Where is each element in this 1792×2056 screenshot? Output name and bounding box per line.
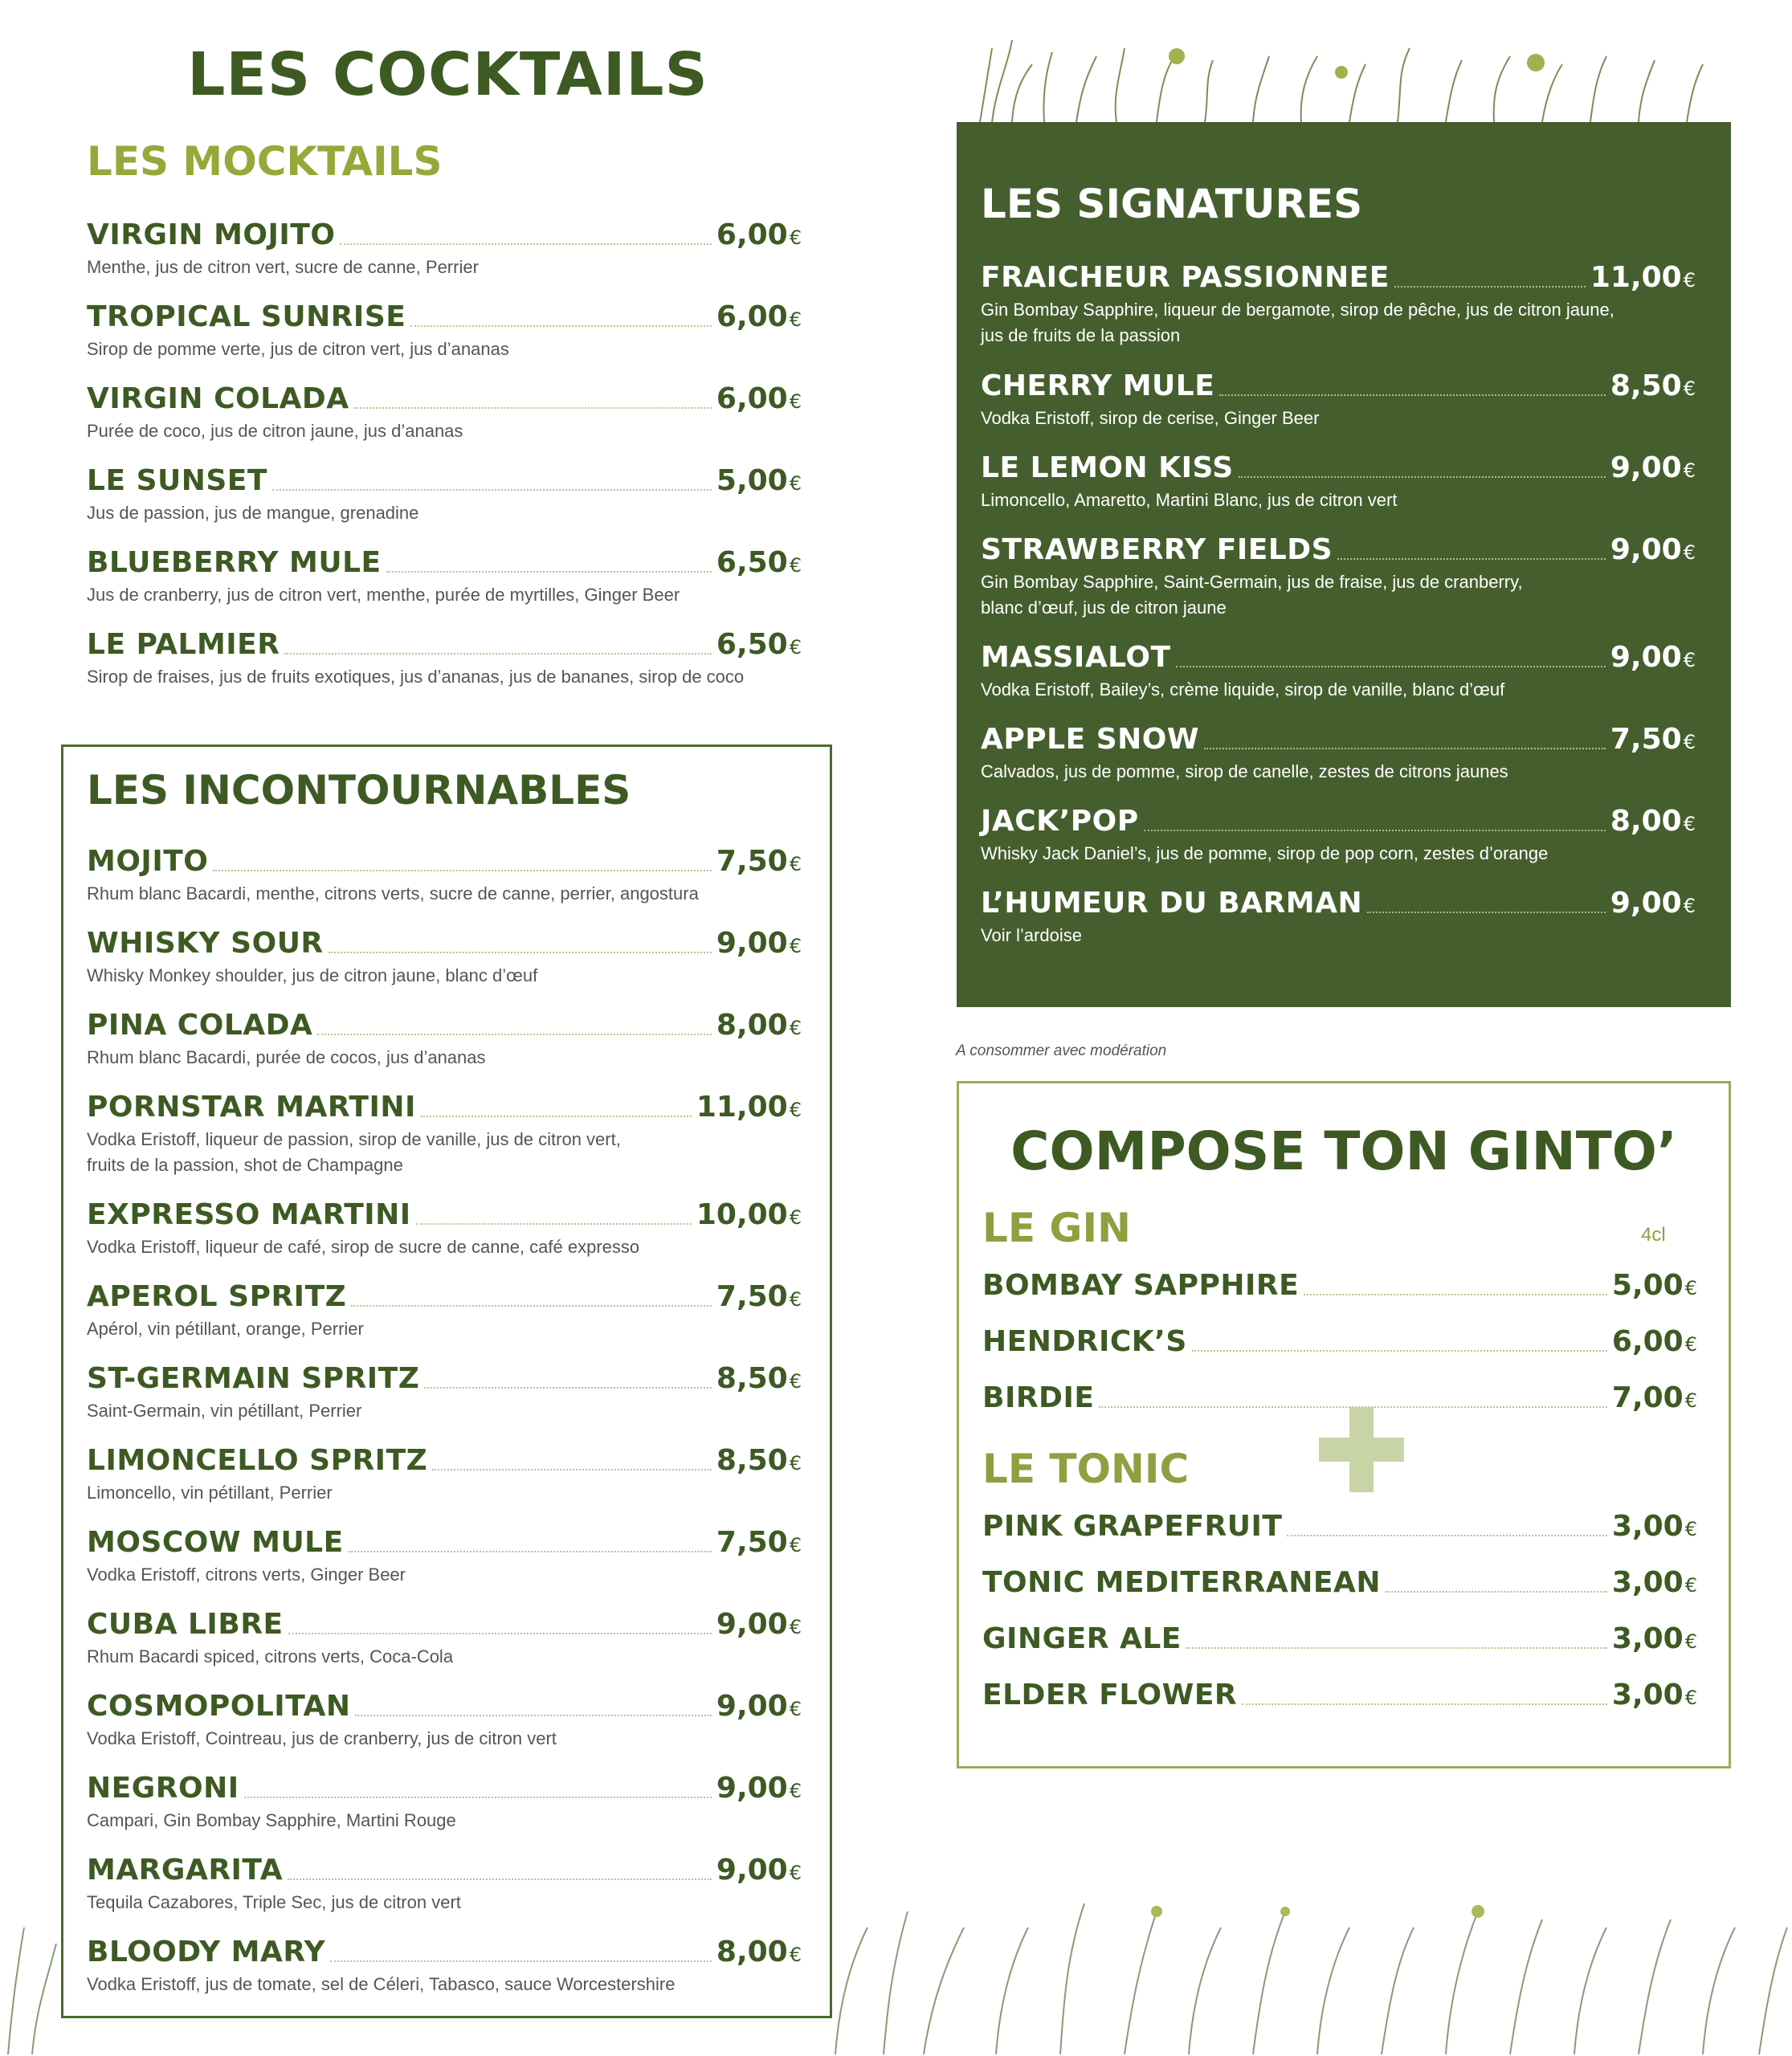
leader-dots <box>1144 830 1606 831</box>
menu-item <box>87 1009 802 1071</box>
item-name: MOSCOW MULE <box>87 1526 344 1559</box>
item-name: STRAWBERRY FIELDS <box>981 533 1333 566</box>
item-description: Vodka Eristoff, liqueur de café, sirop de sucre de canne, café expresso <box>87 1237 640 1257</box>
item-name: LIMONCELLO SPRITZ <box>87 1444 428 1477</box>
leader-dots <box>1287 1535 1606 1536</box>
menu-item <box>87 464 802 526</box>
menu-item <box>981 723 1696 785</box>
menu-item <box>87 1362 802 1424</box>
menu-item <box>87 218 802 280</box>
mocktails-title: LES MOCKTAILS <box>87 138 443 185</box>
item-description-line2: blanc d’œuf, jus de citron jaune <box>981 598 1227 618</box>
tonic-title: LE TONIC <box>982 1446 1190 1492</box>
tonic-item <box>982 1679 1697 1711</box>
leader-dots <box>421 1116 692 1117</box>
leader-dots <box>1242 1703 1607 1705</box>
item-name: HENDRICK’S <box>982 1325 1187 1358</box>
menu-item <box>87 1936 802 1997</box>
menu-item <box>87 1280 802 1342</box>
item-name: JACK’POP <box>981 805 1139 838</box>
menu-title: LES COCKTAILS <box>187 40 708 109</box>
menu-item <box>87 1526 802 1588</box>
item-price: 8,00€ <box>716 1009 802 1042</box>
menu-item <box>981 369 1696 431</box>
item-description: Vodka Eristoff, jus de tomate, sel de Céleri, Tabasco, sauce Worcestershire <box>87 1974 676 1994</box>
item-name: BOMBAY SAPPHIRE <box>982 1269 1300 1302</box>
item-price: 9,00€ <box>1610 887 1696 920</box>
item-description: Whisky Monkey shoulder, jus de citron jaune, blanc d’œuf <box>87 965 538 985</box>
item-price: 7,50€ <box>716 1526 802 1559</box>
item-description: Sirop de fraises, jus de fruits exotiques, jus d’ananas, jus de bananes, sirop de coco <box>87 667 745 687</box>
item-description-line2: fruits de la passion, shot de Champagne <box>87 1155 403 1175</box>
item-price: 9,00€ <box>716 1772 802 1805</box>
item-description: Rhum blanc Bacardi, purée de cocos, jus d’ananas <box>87 1047 486 1067</box>
leader-dots <box>424 1387 712 1389</box>
menu-item <box>981 887 1696 948</box>
item-price: 9,00€ <box>1610 641 1696 674</box>
item-name: VIRGIN COLADA <box>87 382 349 415</box>
menu-item <box>87 628 802 690</box>
item-description: Tequila Cazabores, Triple Sec, jus de citron vert <box>87 1892 461 1912</box>
item-price: 3,00€ <box>1611 1566 1697 1599</box>
item-name: MARGARITA <box>87 1854 284 1887</box>
item-name: APPLE SNOW <box>981 723 1200 756</box>
item-price: 3,00€ <box>1611 1510 1697 1543</box>
item-name: PORNSTAR MARTINI <box>87 1091 416 1124</box>
item-price: 9,00€ <box>716 1608 802 1641</box>
item-name: MOJITO <box>87 845 209 878</box>
leader-dots <box>329 952 712 953</box>
leader-dots <box>1204 748 1606 749</box>
item-description: Calvados, jus de pomme, sirop de canelle, zestes de citrons jaunes <box>981 761 1508 781</box>
incontournables-title: LES INCONTOURNABLES <box>87 767 631 814</box>
tonic-item <box>982 1622 1697 1655</box>
leader-dots <box>340 243 711 245</box>
item-price: 7,50€ <box>716 1280 802 1313</box>
leader-dots <box>1239 476 1606 478</box>
item-description: Menthe, jus de citron vert, sucre de canne, Perrier <box>87 257 479 277</box>
menu-item <box>981 533 1696 621</box>
item-description: Limoncello, Amaretto, Martini Blanc, jus de citron vert <box>981 490 1398 510</box>
menu-item <box>87 382 802 444</box>
menu-item <box>981 451 1696 513</box>
menu-item <box>87 1608 802 1670</box>
item-description: Campari, Gin Bombay Sapphire, Martini Rouge <box>87 1810 456 1830</box>
menu-item <box>981 641 1696 703</box>
item-price: 6,50€ <box>716 546 802 579</box>
item-price: 9,00€ <box>1610 533 1696 566</box>
item-name: PINA COLADA <box>87 1009 313 1042</box>
item-name: LE SUNSET <box>87 464 267 497</box>
leader-dots <box>432 1469 712 1471</box>
leader-dots <box>386 571 712 573</box>
item-description-line2: jus de fruits de la passion <box>981 325 1181 345</box>
leader-dots <box>349 1551 712 1552</box>
leader-dots <box>288 1633 712 1634</box>
item-price: 11,00€ <box>696 1091 802 1124</box>
leader-dots <box>1304 1294 1607 1295</box>
item-name: LE LEMON KISS <box>981 451 1234 484</box>
item-name: TONIC MEDITERRANEAN <box>982 1566 1381 1599</box>
tonic-item <box>982 1510 1697 1543</box>
item-price: 8,50€ <box>716 1444 802 1477</box>
item-price: 9,00€ <box>1610 451 1696 484</box>
item-price: 6,00€ <box>1611 1325 1697 1358</box>
leader-dots <box>272 489 712 491</box>
item-price: 11,00€ <box>1590 261 1696 294</box>
item-description: Limoncello, vin pétillant, Perrier <box>87 1483 333 1503</box>
menu-item <box>87 546 802 608</box>
item-description: Gin Bombay Sapphire, liqueur de bergamote, sirop de pêche, jus de citron jaune, <box>981 300 1614 320</box>
plus-icon <box>1319 1407 1404 1492</box>
item-description: Vodka Eristoff, Cointreau, jus de cranberry, jus de citron vert <box>87 1728 557 1748</box>
item-name: CHERRY MULE <box>981 369 1215 402</box>
menu-item <box>981 805 1696 867</box>
item-name: NEGRONI <box>87 1772 239 1805</box>
item-price: 6,00€ <box>716 382 802 415</box>
item-name: PINK GRAPEFRUIT <box>982 1510 1283 1543</box>
item-name: MASSIALOT <box>981 641 1171 674</box>
item-description: Jus de passion, jus de mangue, grenadine <box>87 503 419 523</box>
item-name: APEROL SPRITZ <box>87 1280 347 1313</box>
item-name: FRAICHEUR PASSIONNEE <box>981 261 1390 294</box>
item-description: Rhum blanc Bacardi, menthe, citrons verts, sucre de canne, perrier, angostura <box>87 883 699 904</box>
leader-dots <box>1192 1350 1607 1352</box>
menu-item <box>87 1198 802 1260</box>
item-name: BIRDIE <box>982 1381 1095 1414</box>
leader-dots <box>1337 558 1606 560</box>
item-price: 7,00€ <box>1611 1381 1697 1414</box>
item-name: TROPICAL SUNRISE <box>87 300 406 333</box>
item-description: Rhum Bacardi spiced, citrons verts, Coca-Cola <box>87 1646 454 1666</box>
leader-dots <box>1186 1647 1607 1649</box>
leader-dots <box>351 1305 712 1307</box>
item-description: Vodka Eristoff, Bailey’s, crème liquide, sirop de vanille, blanc d’œuf <box>981 679 1505 700</box>
leader-dots <box>244 1797 712 1798</box>
item-name: ST-GERMAIN SPRITZ <box>87 1362 420 1395</box>
moderation-note: A consommer avec modération <box>956 1042 1167 1059</box>
leader-dots <box>284 653 711 655</box>
item-description: Vodka Eristoff, liqueur de passion, sirop de vanille, jus de citron vert, <box>87 1129 621 1149</box>
item-description: Apérol, vin pétillant, orange, Perrier <box>87 1319 364 1339</box>
leader-dots <box>1394 286 1586 288</box>
item-description: Whisky Jack Daniel’s, jus de pomme, sirop de pop corn, zestes d’orange <box>981 843 1549 863</box>
leader-dots <box>1176 666 1606 667</box>
item-name: LE PALMIER <box>87 628 280 661</box>
item-description: Vodka Eristoff, citrons verts, Ginger Beer <box>87 1564 406 1585</box>
item-price: 3,00€ <box>1611 1679 1697 1711</box>
item-price: 6,50€ <box>716 628 802 661</box>
item-name: BLOODY MARY <box>87 1936 326 1968</box>
item-price: 6,00€ <box>716 218 802 251</box>
item-description: Sirop de pomme verte, jus de citron vert, jus d’ananas <box>87 339 509 359</box>
item-name: WHISKY SOUR <box>87 927 324 960</box>
item-name: EXPRESSO MARTINI <box>87 1198 411 1231</box>
menu-item <box>87 1690 802 1752</box>
leader-dots <box>416 1223 692 1225</box>
menu-item <box>981 261 1696 349</box>
leader-dots <box>288 1879 712 1880</box>
menu-item <box>87 927 802 989</box>
gin-title: LE GIN <box>982 1205 1131 1251</box>
item-price: 8,00€ <box>1610 805 1696 838</box>
menu-item <box>87 300 802 362</box>
item-description: Saint-Germain, vin pétillant, Perrier <box>87 1401 362 1421</box>
item-description: Vodka Eristoff, sirop de cerise, Ginger Beer <box>981 408 1320 428</box>
item-name: GINGER ALE <box>982 1622 1182 1655</box>
leader-dots <box>1386 1591 1607 1593</box>
leader-dots <box>355 1715 711 1716</box>
item-description: Gin Bombay Sapphire, Saint-Germain, jus de fraise, jus de cranberry, <box>981 572 1523 592</box>
item-description: Purée de coco, jus de citron jaune, jus d’ananas <box>87 421 463 441</box>
item-price: 8,50€ <box>716 1362 802 1395</box>
gin-item <box>982 1269 1697 1302</box>
menu-item <box>87 845 802 907</box>
item-price: 9,00€ <box>716 1854 802 1887</box>
item-price: 5,00€ <box>716 464 802 497</box>
menu-item <box>87 1772 802 1834</box>
item-description: Voir l’ardoise <box>981 925 1082 945</box>
item-price: 7,50€ <box>1610 723 1696 756</box>
leader-dots <box>410 325 712 327</box>
signatures-title: LES SIGNATURES <box>981 181 1363 227</box>
item-price: 3,00€ <box>1611 1622 1697 1655</box>
menu-item <box>87 1444 802 1506</box>
leader-dots <box>330 1960 712 1962</box>
menu-item <box>87 1854 802 1915</box>
item-name: CUBA LIBRE <box>87 1608 284 1641</box>
item-price: 9,00€ <box>716 1690 802 1723</box>
leader-dots <box>1219 394 1606 396</box>
item-name: ELDER FLOWER <box>982 1679 1238 1711</box>
top-plants-illustration <box>964 32 1719 124</box>
gin-unit: 4cl <box>1641 1224 1666 1246</box>
item-description: Jus de cranberry, jus de citron vert, menthe, purée de myrtilles, Ginger Beer <box>87 585 680 605</box>
item-price: 10,00€ <box>696 1198 802 1231</box>
leader-dots <box>354 407 712 409</box>
item-price: 8,50€ <box>1610 369 1696 402</box>
item-price: 6,00€ <box>716 300 802 333</box>
item-price: 5,00€ <box>1611 1269 1697 1302</box>
gin-item <box>982 1325 1697 1358</box>
leader-dots <box>1367 912 1606 913</box>
item-name: COSMOPOLITAN <box>87 1690 351 1723</box>
item-price: 7,50€ <box>716 845 802 878</box>
ginto-title: COMPOSE TON GINTO’ <box>1010 1120 1677 1182</box>
leader-dots <box>317 1034 712 1035</box>
item-name: L’HUMEUR DU BARMAN <box>981 887 1363 920</box>
item-price: 9,00€ <box>716 927 802 960</box>
menu-item <box>87 1091 802 1178</box>
item-price: 8,00€ <box>716 1936 802 1968</box>
tonic-item <box>982 1566 1697 1599</box>
item-name: BLUEBERRY MULE <box>87 546 382 579</box>
leader-dots <box>213 870 712 871</box>
item-name: VIRGIN MOJITO <box>87 218 336 251</box>
